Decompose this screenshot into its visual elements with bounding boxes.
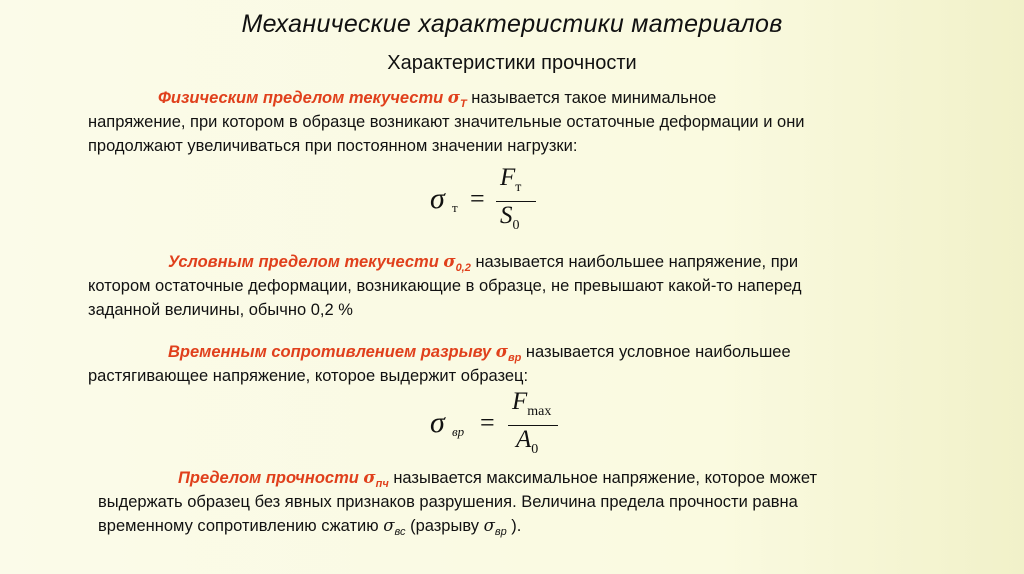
definition-text: ). xyxy=(506,517,522,535)
definition-yield-strength xyxy=(158,86,716,112)
symbol-sigma: σ xyxy=(447,88,460,107)
symbol-sigma: σ xyxy=(383,516,395,535)
definition-text: называется максимальное напряжение, которое может xyxy=(388,469,818,487)
term-yield-strength: Физическим пределом текучести xyxy=(158,89,444,107)
symbol-sigma: σ xyxy=(363,468,376,487)
definition-text: (разрыву xyxy=(405,517,484,535)
formula-numerator xyxy=(512,388,552,419)
symbol-subscript: вр xyxy=(494,526,507,538)
definition-text: называется наибольшее напряжение, при xyxy=(470,253,799,271)
numerator-symbol: F xyxy=(512,388,528,415)
term-tensile-strength: Временным сопротивлением разрыву xyxy=(168,343,492,361)
symbol-subscript: Т xyxy=(459,98,467,110)
definition-proof-stress xyxy=(168,250,798,276)
definition-text: называется условное наибольшее xyxy=(521,343,791,361)
term-ultimate-strength: Пределом прочности xyxy=(178,469,359,487)
symbol-sigma: σ xyxy=(495,342,508,361)
definition-line: напряжение, при котором в образце возникают значительные остаточные деформации и они xyxy=(88,113,805,131)
symbol-sigma: σ xyxy=(483,516,495,535)
definition-line: котором остаточные деформации, возникающие в образце, не превышают какой-то наперед xyxy=(88,277,802,295)
definition-text: временному сопротивлению сжатию xyxy=(98,517,384,535)
term-proof-stress: Условным пределом текучести xyxy=(168,253,439,271)
symbol-subscript: вр xyxy=(507,352,522,364)
numerator-subscript: т xyxy=(515,180,522,195)
definition-line: выдержать образец без явных признаков разрушения. Величина предела прочности равна xyxy=(98,493,798,511)
formula-numerator xyxy=(500,164,522,195)
definition-tensile-strength xyxy=(168,340,791,366)
denominator-subscript: 0 xyxy=(531,442,539,457)
formula-lhs-subscript: т xyxy=(452,200,458,215)
symbol-sigma: σ xyxy=(443,252,456,271)
formula-tensile-strength xyxy=(430,388,560,467)
symbol-subscript: пч xyxy=(375,478,389,490)
slide-title: Механические характеристики материалов xyxy=(241,10,783,38)
denominator-symbol: S xyxy=(500,202,513,229)
formula-equals: = xyxy=(480,408,495,437)
symbol-subscript: вс xyxy=(394,526,406,538)
numerator-symbol: F xyxy=(500,164,516,191)
formula-lhs-subscript: вр xyxy=(452,424,465,439)
definition-line-with-symbols xyxy=(98,514,521,540)
definition-ultimate-strength xyxy=(178,466,817,492)
formula-denominator xyxy=(516,426,539,457)
formula-denominator xyxy=(500,202,520,233)
formula-lhs-symbol: σ xyxy=(430,182,445,215)
formula-equals: = xyxy=(470,184,485,213)
slide-subtitle: Характеристики прочности xyxy=(387,52,637,74)
definition-line: растягивающее напряжение, которое выдержит образец: xyxy=(88,367,529,385)
denominator-subscript: 0 xyxy=(512,218,520,233)
formula-yield-strength xyxy=(430,164,540,243)
denominator-symbol: A xyxy=(516,426,532,453)
definition-text: называется такое минимальное xyxy=(466,89,717,107)
definition-line: продолжают увеличиваться при постоянном значении нагрузки: xyxy=(88,137,578,155)
symbol-subscript: 0,2 xyxy=(455,262,471,274)
formula-lhs-symbol: σ xyxy=(430,406,445,439)
definition-line: заданной величины, обычно 0,2 % xyxy=(88,301,353,319)
numerator-subscript: max xyxy=(527,404,552,419)
